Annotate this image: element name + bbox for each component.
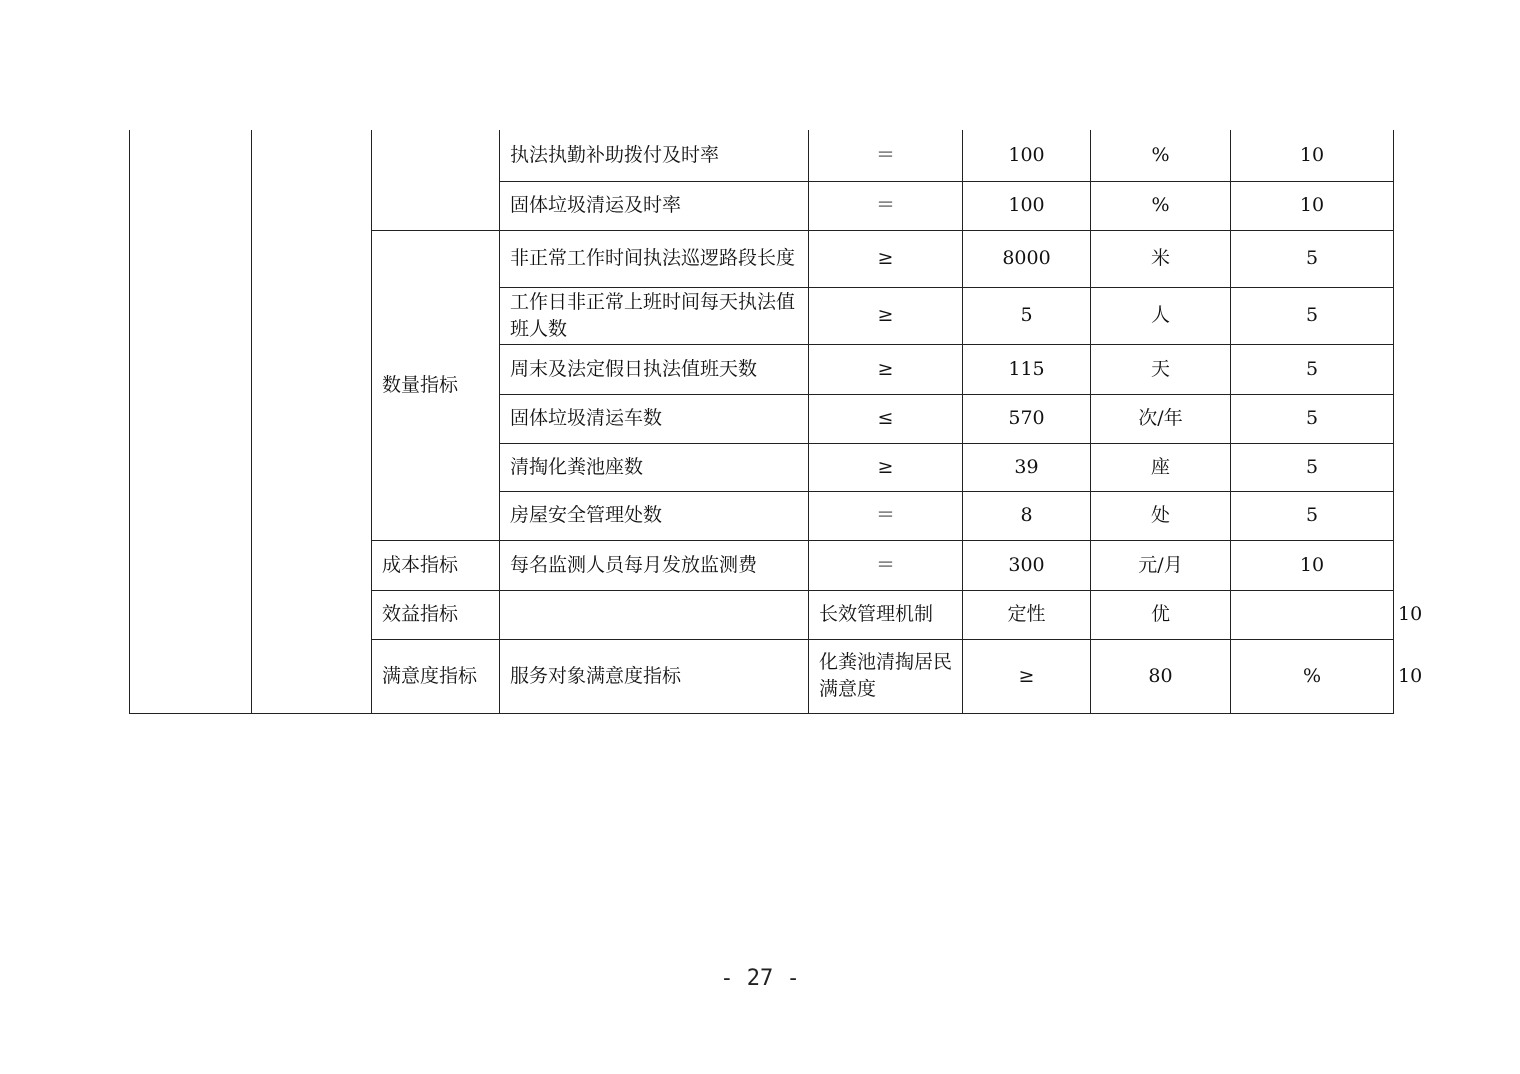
operator-cell: ≥ bbox=[809, 230, 963, 287]
indicator-name: 工作日非正常上班时间每天执法值班人数 bbox=[500, 287, 809, 344]
target-value: 8 bbox=[963, 491, 1091, 540]
unit-cell: % bbox=[1231, 639, 1394, 713]
benefit-category: 效益指标 bbox=[372, 590, 500, 639]
score-cell: 5 bbox=[1231, 344, 1394, 394]
score-cell: 5 bbox=[1231, 394, 1394, 443]
target-value: 5 bbox=[963, 287, 1091, 344]
unit-cell bbox=[1231, 590, 1394, 639]
unit-cell: 次/年 bbox=[1091, 394, 1231, 443]
operator-cell: ＝ bbox=[809, 130, 963, 181]
operator-cell: ≥ bbox=[809, 443, 963, 491]
table-row bbox=[130, 130, 1394, 181]
score-cell: 10 bbox=[1231, 130, 1394, 181]
indicator-name: 非正常工作时间执法巡逻路段长度 bbox=[500, 230, 809, 287]
indicator-name: 固体垃圾清运车数 bbox=[500, 394, 809, 443]
benefit-sub bbox=[500, 590, 809, 639]
indicator-name: 周末及法定假日执法值班天数 bbox=[500, 344, 809, 394]
indicator-name: 长效管理机制 bbox=[809, 590, 963, 639]
operator-cell: ≥ bbox=[809, 287, 963, 344]
unit-cell: 元/月 bbox=[1091, 540, 1231, 590]
satisfaction-sub: 服务对象满意度指标 bbox=[500, 639, 809, 713]
operator-cell: ＝ bbox=[809, 181, 963, 230]
operator-cell: 定性 bbox=[963, 590, 1091, 639]
operator-cell: ≥ bbox=[963, 639, 1091, 713]
score-cell: 5 bbox=[1231, 443, 1394, 491]
score-cell: 10 bbox=[1231, 540, 1394, 590]
unit-cell: % bbox=[1091, 130, 1231, 181]
target-value: 39 bbox=[963, 443, 1091, 491]
target-value: 570 bbox=[963, 394, 1091, 443]
operator-cell: ＝ bbox=[809, 540, 963, 590]
table-row: 满意度指标 服务对象满意度指标 化粪池清掏居民满意度 ≥ 80 % 10 bbox=[130, 639, 1394, 713]
target-value: 8000 bbox=[963, 230, 1091, 287]
indicator-name: 执法执勤补助拨付及时率 bbox=[500, 130, 809, 181]
score-cell: 10 bbox=[1231, 181, 1394, 230]
target-value: 优 bbox=[1091, 590, 1231, 639]
indicator-name: 化粪池清掏居民满意度 bbox=[809, 639, 963, 713]
first-level-cell bbox=[130, 130, 252, 713]
unit-cell: % bbox=[1091, 181, 1231, 230]
indicator-name: 每名监测人员每月发放监测费 bbox=[500, 540, 809, 590]
indicator-name: 固体垃圾清运及时率 bbox=[500, 181, 809, 230]
unit-cell: 米 bbox=[1091, 230, 1231, 287]
satisfaction-category: 满意度指标 bbox=[372, 639, 500, 713]
score-cell: 5 bbox=[1231, 230, 1394, 287]
unit-cell: 座 bbox=[1091, 443, 1231, 491]
target-value: 80 bbox=[1091, 639, 1231, 713]
indicator-name: 房屋安全管理处数 bbox=[500, 491, 809, 540]
third-level-cell bbox=[372, 130, 500, 230]
indicator-name: 清掏化粪池座数 bbox=[500, 443, 809, 491]
score-cell: 5 bbox=[1231, 491, 1394, 540]
operator-cell: ＝ bbox=[809, 491, 963, 540]
target-value: 100 bbox=[963, 181, 1091, 230]
target-value: 300 bbox=[963, 540, 1091, 590]
performance-indicator-table bbox=[129, 130, 1423, 714]
score-cell: 5 bbox=[1231, 287, 1394, 344]
unit-cell: 处 bbox=[1091, 491, 1231, 540]
table-row: 效益指标 长效管理机制 定性 优 10 bbox=[130, 590, 1394, 639]
unit-cell: 天 bbox=[1091, 344, 1231, 394]
page-number: - 27 - bbox=[720, 966, 800, 991]
operator-cell: ≥ bbox=[809, 344, 963, 394]
second-level-cell bbox=[252, 130, 372, 713]
cost-label: 成本指标 bbox=[372, 540, 500, 590]
operator-cell: ≤ bbox=[809, 394, 963, 443]
target-value: 115 bbox=[963, 344, 1091, 394]
unit-cell: 人 bbox=[1091, 287, 1231, 344]
quantity-label: 数量指标 bbox=[372, 230, 500, 540]
target-value: 100 bbox=[963, 130, 1091, 181]
